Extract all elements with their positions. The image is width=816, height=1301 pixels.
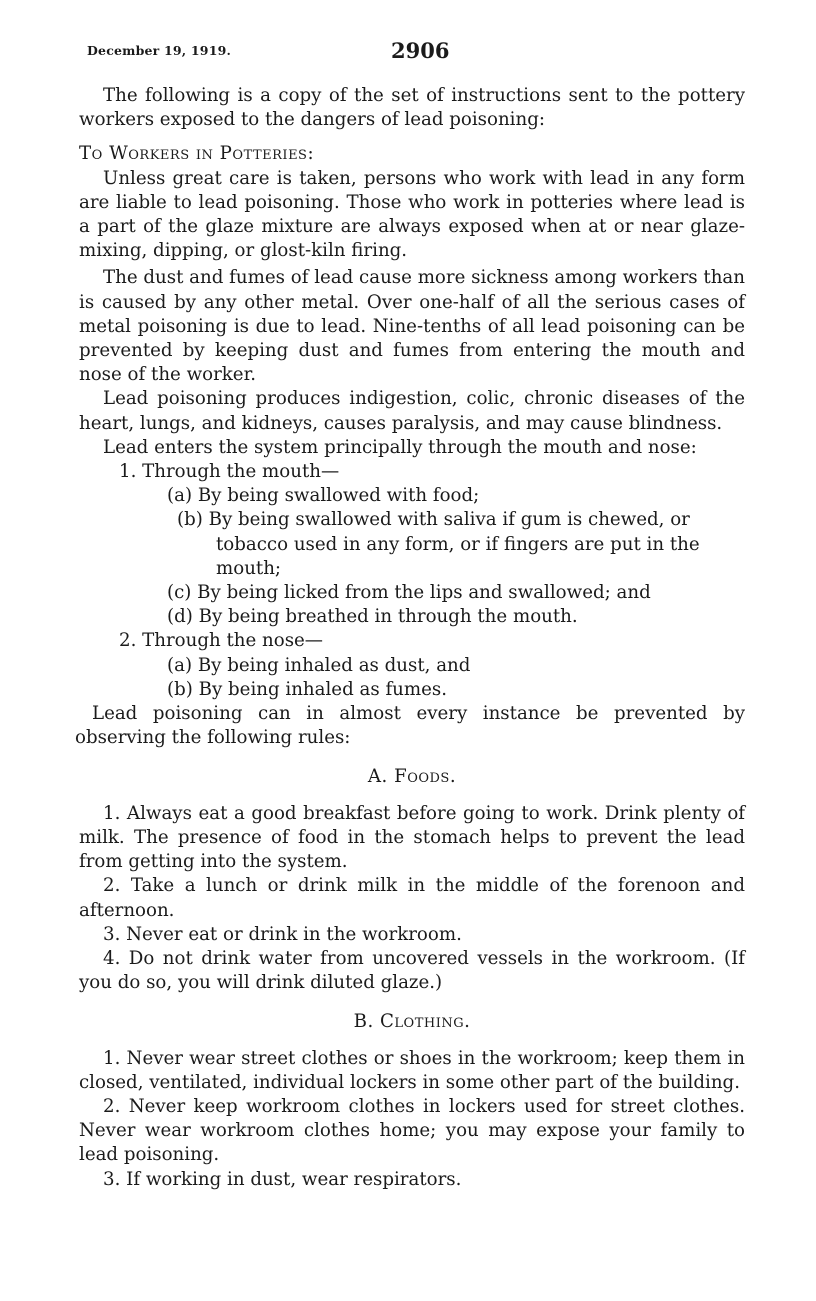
foods-rule-4: 4. Do not drink water from uncovered vessels in the workroom. (If you do so, you will drink diluted glaze.): [79, 947, 745, 994]
foods-rule-2: 2. Take a lunch or drink milk in the middle of the forenoon and afternoon.: [79, 875, 745, 921]
salutation: To Workers in Potteries:: [79, 143, 315, 165]
section-heading-clothing: B. Clothing.: [353, 1011, 471, 1033]
list-mouth-item-a: (a) By being swallowed with food;: [167, 485, 480, 507]
foods-rule-3: 3. Never eat or drink in the workroom.: [103, 923, 462, 945]
document-body: [75, 84, 745, 1192]
paragraph-unless: Unless great care is taken, persons who work with lead in any form are liable to lead poisoning. Those who work in potteries where lead is a part of the glaze mixture are always exposed when at or near glaze-mixing, dipping, or glost-kiln firing.: [79, 167, 745, 262]
list-mouth-heading: 1. Through the mouth—: [119, 461, 340, 483]
intro-paragraph: The following is a copy of the set of instructions sent to the pottery workers exposed to the dangers of lead poisoning:: [79, 85, 745, 131]
paragraph-dust-fumes: The dust and fumes of lead cause more sickness among workers than is caused by any other metal. Over one-half of all the serious cases of metal poisoning is due to lead. Nine-tenths of all lead poisoning can be prevented by keeping dust and fumes from entering the mouth and nose of the worker.: [79, 267, 745, 386]
list-nose-item-a: (a) By being inhaled as dust, and: [167, 654, 471, 676]
page-number: 2906: [391, 38, 450, 63]
paragraph-symptoms: Lead poisoning produces indigestion, colic, chronic diseases of the heart, lungs, and kidneys, causes paralysis, and may cause blindness.: [79, 388, 745, 434]
page-date: December 19, 1919.: [87, 43, 232, 58]
list-nose-heading: 2. Through the nose—: [119, 630, 323, 652]
paragraph-rules-intro: Lead poisoning can in almost every instance be prevented by observing the following rules:: [75, 703, 745, 749]
clothing-rule-3: 3. If working in dust, wear respirators.: [103, 1168, 462, 1190]
list-mouth-item-b: (b) By being swallowed with saliva if gum is chewed, or tobacco used in any form, or if fingers are put in the mouth;: [177, 509, 700, 579]
clothing-rule-1: 1. Never wear street clothes or shoes in the workroom; keep them in closed, ventilated, individual lockers in some other part of the building.: [79, 1047, 745, 1093]
list-mouth-item-c: (c) By being licked from the lips and swallowed; and: [167, 582, 651, 604]
clothing-rule-2: 2. Never keep workroom clothes in lockers used for street clothes. Never wear workroom clothes home; you may expose your family to lead poisoning.: [79, 1095, 745, 1166]
foods-rule-1: 1. Always eat a good breakfast before going to work. Drink plenty of milk. The presence of food in the stomach helps to prevent the lead from getting into the system.: [79, 802, 745, 873]
section-heading-foods: A. Foods.: [367, 766, 457, 788]
list-nose-item-b: (b) By being inhaled as fumes.: [167, 678, 448, 700]
list-mouth-item-d: (d) By being breathed in through the mouth.: [167, 606, 578, 628]
paragraph-entry: Lead enters the system principally through the mouth and nose:: [103, 436, 697, 458]
